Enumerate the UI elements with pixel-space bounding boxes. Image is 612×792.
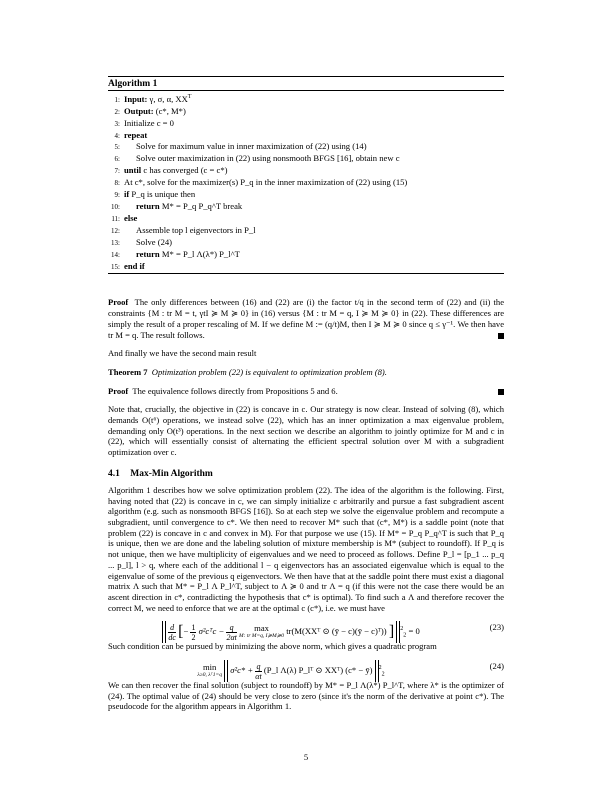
algorithm-line-number: 14: <box>111 250 120 259</box>
algorithm-line-content <box>124 213 137 223</box>
page-content <box>108 76 504 712</box>
eq23-norm-sup: 2 <box>400 626 404 633</box>
eq24-q: q <box>256 661 261 671</box>
algorithm-keyword: end if <box>124 260 145 271</box>
algorithm-line <box>108 141 504 153</box>
eq23-alphat: 2αt <box>226 632 237 642</box>
algorithm-line <box>108 261 504 273</box>
algorithm-line-text: M* = P_q P_q^T break <box>159 201 243 212</box>
eq23-two: 2 <box>191 632 196 642</box>
algorithm-line-superscript: T <box>187 94 192 100</box>
eq23-max: max <box>254 623 269 634</box>
algorithm-line-text: P_q is unique then <box>129 189 196 200</box>
algorithm-line-content <box>124 153 400 163</box>
equation-24 <box>108 652 504 680</box>
algorithm-lines <box>108 91 504 273</box>
algorithm-line-number: 6: <box>114 155 120 164</box>
algorithm-line-text: Solve (24) <box>136 236 173 247</box>
algorithm-line <box>108 106 504 118</box>
algorithm-line-number: 5: <box>114 143 120 152</box>
algorithm-keyword: repeat <box>124 129 148 140</box>
algorithm-line-number: 4: <box>114 131 120 140</box>
algorithm-line-content <box>124 237 172 247</box>
proof-label-2: Proof <box>108 385 129 396</box>
algorithm-keyword: return <box>136 201 160 212</box>
algorithm-line-content <box>124 201 242 211</box>
algorithm-line-number: 13: <box>111 238 120 247</box>
algorithm-line <box>108 201 504 213</box>
algorithm-line <box>108 213 504 225</box>
algorithm-title: Algorithm 1 <box>108 77 504 91</box>
algorithm-line-number: 10: <box>111 203 120 212</box>
algorithm-line-number: 2: <box>114 107 120 116</box>
algorithm-line <box>108 225 504 237</box>
theorem-text: Optimization problem (22) is equivalent to optimization problem (8). <box>151 366 387 377</box>
algorithm-line-text: (c*, M*) <box>153 105 186 116</box>
paragraph-quadratic: Such condition can be pursued by minimizing the above norm, which gives a quadratic program <box>108 641 437 652</box>
algorithm-keyword: if <box>124 189 130 200</box>
eq24-tail: (P_l Λ(λ) P_lᵀ ⊙ XXᵀ) (c* − ȳ) <box>263 665 373 675</box>
paragraph-second-result: And finally we have the second main result <box>108 348 257 359</box>
algorithm-keyword: Input: <box>124 93 148 104</box>
theorem-7 <box>108 367 504 378</box>
eq24-norm-sub: 2 <box>381 671 385 678</box>
proof-label: Proof <box>108 297 129 308</box>
algorithm-line-text: γ, σ, α, XX <box>147 93 188 104</box>
section-heading <box>108 469 504 479</box>
proof-paragraph-1 <box>108 297 504 340</box>
norm-bar-left <box>162 621 166 643</box>
eq23-one: 1 <box>191 622 196 632</box>
algorithm-keyword: else <box>124 212 138 223</box>
algorithm-keyword: Output: <box>124 105 154 116</box>
qed-square-icon-2 <box>498 389 504 395</box>
algorithm-line-content <box>124 261 145 271</box>
eq23-norm-sub: 2 <box>403 633 407 640</box>
eq23-d: d <box>170 622 175 632</box>
algorithm-line-content <box>124 249 240 259</box>
algorithm-line-number: 12: <box>111 226 120 235</box>
section-title: Max-Min Algorithm <box>130 468 213 479</box>
eq24-min-sub: λ≥0, λᵀ1=q <box>197 672 222 679</box>
equation-23: $\frac{d}{dc}$ [− $\frac{1}{2}$ σ²cᵀc − $\frac{q}{2\alpha t}$ max M: tr M=q, I≽M≽0 tr(M(XXᵀ ⊙ (ȳ − c)(ȳ − c)ᵀ)) ] $^2_2$ = 0 (23) <box>108 613 504 641</box>
proof-paragraph-2 <box>108 386 504 397</box>
algorithm-line-content <box>124 141 367 151</box>
paragraph-final-solution: We can then recover the final solution (subject to roundoff) by M* = P_l Λ(λ*) P_l^T, where λ* is the optimizer of (24). The optimal value of (24) should be very close to zero (since it's the norm of the derivative at point c*). The pseudocode for the algorithm appears in Algorithm 1. <box>108 680 504 712</box>
algorithm-line <box>108 177 504 189</box>
qed-square-icon <box>498 333 504 339</box>
algorithm-line <box>108 92 504 106</box>
algorithm-line-content <box>124 106 186 116</box>
equation-number-23: (23) <box>489 622 504 633</box>
eq23-max-sub: M: tr M=q, I≽M≽0 <box>239 633 285 640</box>
algorithm-line-text: Initialize c = 0 <box>124 117 174 128</box>
algorithm-line <box>108 189 504 201</box>
algorithm-line <box>108 130 504 142</box>
eq24-min: min <box>202 662 217 673</box>
algorithm-line-content <box>124 189 195 199</box>
page-number: 5 <box>303 752 309 762</box>
algorithm-line <box>108 249 504 261</box>
algorithm-line-number: 3: <box>114 119 120 128</box>
algorithm-keyword: return <box>136 248 160 259</box>
eq24-lead: σ²c* + <box>230 665 254 675</box>
algorithm-line <box>108 237 504 249</box>
algorithm-line-content <box>124 94 191 104</box>
algorithm-line <box>108 153 504 165</box>
algorithm-line-content <box>124 165 228 175</box>
algorithm-line-number: 1: <box>114 95 120 104</box>
eq23-mid: σ²cᵀc − <box>198 626 225 637</box>
algorithm-line-text: Solve for maximum value in inner maximization of (22) using (14) <box>136 141 367 152</box>
algorithm-line-content <box>124 130 147 140</box>
algorithm-line-content <box>124 177 407 187</box>
algorithm-line-text: Assemble top l eigenvectors in P_l <box>136 224 256 235</box>
algorithm-line-number: 15: <box>111 262 120 271</box>
eq23-q: q <box>226 623 236 633</box>
algorithm-line-text: Solve outer maximization in (22) using nonsmooth BFGS [16], obtain new c <box>136 153 400 164</box>
section-number: 4.1 <box>108 468 120 479</box>
paragraph-algorithm-description: Algorithm 1 describes how we solve optimization problem (22). The idea of the algorithm is the following. First, having noted that (22) is concave in c, we can simply initialize c arbitrarily and pursue a fast subgradient ascent algorithm (e.g. such as nonsmooth BFGS [16]). So at each step we solve the eigenvalue problem and recompute a subgradient, until convergence to c*. We then need to recover M* such that (c*, M*) is a saddle point (note that problem (22) is concave in c and convex in M). For that purpose we use (15). If M* = P_q P_q^T is such that P_q is unique, then we are done and the labeling solution of mixture membership is M* (subject to roundoff). If P_q is not unique, then we have multiplicity of eigenvalues and we need to proceed as follows. Define P_l = [p_1 ... p_q ... p_l], l > q, where each of the additional l − q eigenvectors has an associated eigenvalue which is equal to the eigenvalue of some of the previous q eigenvectors. We then have that at the saddle point there must exist a diagonal matrix Λ such that M* = P_l Λ P_l^T, subject to Λ ≽ 0 and tr Λ = q (if this were not the case there would be an ascent direction in c*, contradicting the hypothesis that c* is optimal). To find such a Λ and therefore recover the correct M, we need to enforce that we are at the optimal c (c*), i.e. we must have <box>108 484 504 613</box>
proof-text-2: The equivalence follows directly from Propositions 5 and 6. <box>132 385 338 396</box>
algorithm-line-text: At c*, solve for the maximizer(s) P_q in the inner maximization of (22) using (15) <box>124 177 408 188</box>
algorithm-line-text: c has converged (c = c*) <box>141 165 228 176</box>
proof-text: The only differences between (16) and (22) are (i) the factor t/q in the second term of (22) and (ii) the constraints {M : tr M = t, γtI ≽ M ≽ 0} in (16) versus {M : tr M = q, I ≽ M ≽ 0} in (22). These differences are simply the result of a proper rescaling of M. If we define M := (q/t)M, then I ≽ M ≽ 0 since q ≤ γ⁻¹. We then have tr M = q. The result follows. <box>108 297 505 340</box>
algorithm-line-content <box>124 118 174 128</box>
algorithm-line <box>108 165 504 177</box>
algorithm-line-text: M* = P_l Λ(λ*) P_l^T <box>159 248 240 259</box>
equation-number-24: (24) <box>489 661 504 672</box>
paragraph-strategy: Note that, crucially, the objective in (22) is concave in c. Our strategy is now clear. Instead of solving (8), which demands O(t⁶) operations, we instead solve (22), which has an inner optimization a max eigenvalue problem, demanding only O(t³) operations. In the next section we describe an algorithm to jointly optimize for M and c in (22), which will essentially consist of alternating the efficient spectral solution over M with a subgradient optimization over c. <box>108 404 504 458</box>
eq23-tail: tr(M(XXᵀ ⊙ (ȳ − c)(ȳ − c)ᵀ)) <box>286 626 387 637</box>
norm-bar-left-24 <box>224 660 228 682</box>
theorem-label: Theorem 7 <box>108 366 148 377</box>
eq23-rhs: = 0 <box>408 626 420 637</box>
algorithm-line-number: 7: <box>114 167 120 176</box>
algorithm-line-number: 11: <box>111 214 120 223</box>
eq23-dc: dc <box>168 632 176 642</box>
algorithm-box <box>108 76 504 274</box>
eq24-alphat: αt <box>255 671 262 681</box>
algorithm-line-number: 9: <box>114 191 120 200</box>
algorithm-line <box>108 118 504 130</box>
algorithm-line-content <box>124 225 256 235</box>
algorithm-line-number: 8: <box>114 179 120 188</box>
eq24-norm-sup: 2 <box>378 665 382 672</box>
algorithm-keyword: until <box>124 165 142 176</box>
